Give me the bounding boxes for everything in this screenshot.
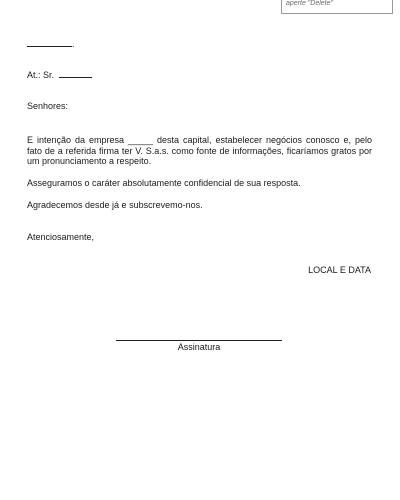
recipient-blank[interactable] xyxy=(59,76,92,78)
paragraph-2: Asseguramos o caráter absolutamente confidencial de sua resposta. xyxy=(27,178,301,188)
closing: Atenciosamente, xyxy=(27,232,95,242)
attention-line xyxy=(27,70,92,81)
date-suffix: . xyxy=(72,39,75,49)
salutation: Senhores: xyxy=(27,101,69,111)
date-line xyxy=(27,39,75,50)
date-blank[interactable] xyxy=(27,45,72,47)
signature-label: Assinatura xyxy=(177,342,221,352)
company-blank[interactable]: _____ xyxy=(127,135,154,145)
signature-line xyxy=(116,340,282,341)
para1-prefix: E intenção da empresa xyxy=(27,135,128,145)
para1-suffix: desta capital, estabelecer negócios conosco e, pelo fato de a referida firma ter V. S.a.s. como fonte de informações, ficaríamos gratos por um pronunciamento a respeito. xyxy=(27,135,373,166)
instruction-tooltip xyxy=(281,0,393,14)
location-date: LOCAL E DATA xyxy=(308,265,371,275)
paragraph-3: Agradecemos desde já e subscrevemo-nos. xyxy=(27,200,203,210)
paragraph-1 xyxy=(27,135,372,167)
hint-line-2: aperte "Delete" xyxy=(286,0,333,7)
attention-label: At.: Sr. xyxy=(27,70,55,80)
